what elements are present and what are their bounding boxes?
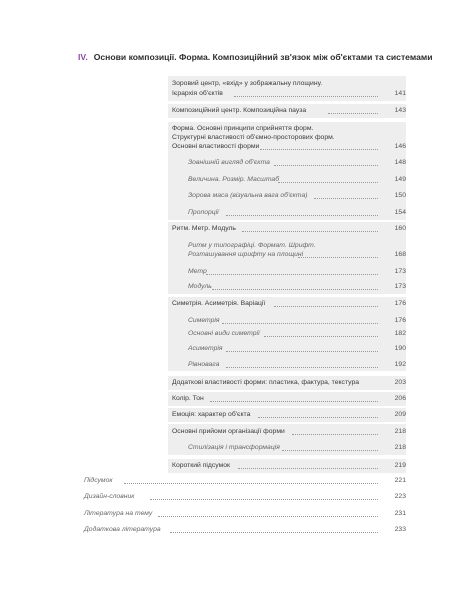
toc-page-number: 190 bbox=[394, 345, 406, 352]
leader-dots bbox=[278, 182, 378, 183]
toc-entry-title: Емоція: характер об'єкта bbox=[172, 411, 251, 418]
toc-entry-title: Симетрія. Асиметрія. Варіації bbox=[172, 300, 266, 307]
toc-page-number: 141 bbox=[394, 90, 406, 97]
leader-dots bbox=[282, 450, 378, 451]
toc-page-number: 218 bbox=[394, 428, 406, 435]
toc-page-number: 219 bbox=[394, 462, 406, 469]
leader-dots bbox=[314, 198, 378, 199]
toc-page-number: 182 bbox=[394, 330, 406, 337]
chapter-heading bbox=[78, 52, 458, 62]
toc-entry-title: Короткий підсумок bbox=[172, 462, 231, 469]
toc-back-matter bbox=[84, 474, 406, 544]
toc-entry-title: Колір. Тон bbox=[172, 395, 204, 402]
toc-section-form-organization bbox=[168, 424, 406, 455]
toc-entry-title: Основні види симетрії bbox=[188, 330, 260, 337]
toc-entry-line: Ритм у типографіці. Формат. Шрифт. bbox=[188, 242, 316, 249]
leader-dots bbox=[260, 149, 378, 150]
leader-dots bbox=[292, 434, 378, 435]
toc-entry-title: Зорова маса (візуальна вага об'єкта) bbox=[188, 192, 308, 199]
toc-page-number: 203 bbox=[394, 379, 406, 386]
toc-entry-title: Рівновага bbox=[188, 361, 220, 368]
toc-entry-title: Ієрархія об'єктів bbox=[172, 90, 223, 97]
toc-page-number: 176 bbox=[394, 317, 406, 324]
toc-section-comp-center bbox=[168, 104, 406, 118]
toc-entry-line: Структурні властивості об'ємно-просторових форм. bbox=[172, 134, 335, 141]
toc-page-number: 149 bbox=[394, 176, 406, 183]
leader-dots bbox=[170, 532, 378, 533]
toc-page-number: 173 bbox=[394, 283, 406, 290]
leader-dots bbox=[242, 231, 378, 232]
toc-entry-title: Додаткові властивості форми: пластика, фактура, текстура bbox=[172, 379, 360, 386]
toc-section-summary bbox=[168, 459, 406, 473]
leader-dots bbox=[150, 499, 378, 500]
chapter-number: IV. bbox=[78, 52, 88, 62]
leader-dots bbox=[274, 165, 378, 166]
leader-dots bbox=[328, 113, 378, 114]
toc-section-color bbox=[168, 392, 406, 406]
toc-page-number: 143 bbox=[394, 107, 406, 114]
toc-page-number: 218 bbox=[394, 444, 406, 451]
toc-entry-title: Модуль bbox=[188, 283, 212, 290]
leader-dots bbox=[298, 257, 378, 258]
leader-dots bbox=[226, 215, 378, 216]
leader-dots bbox=[258, 417, 378, 418]
toc-section-rhythm bbox=[168, 222, 406, 294]
toc-section-extra-properties bbox=[168, 376, 406, 390]
leader-dots bbox=[206, 274, 378, 275]
toc-entry-title: Величина. Розмір. Масштаб bbox=[188, 176, 280, 183]
leader-dots bbox=[212, 289, 378, 290]
toc-page-number: 146 bbox=[394, 143, 406, 150]
toc-page-number: 192 bbox=[394, 361, 406, 368]
leader-dots bbox=[226, 367, 378, 368]
toc-entry-title: Зовнішній вигляд об'єкта bbox=[188, 159, 270, 166]
toc-page-number: 233 bbox=[394, 526, 406, 533]
toc-page-number: 160 bbox=[394, 225, 406, 232]
toc-entry-line: Форма. Основні принципи сприйняття форм. bbox=[172, 125, 314, 132]
toc-entry-title: Композиційний центр. Композиційна пауза bbox=[172, 107, 307, 114]
toc-entry-title: Асиметрія bbox=[188, 345, 223, 352]
toc-entry-title: Основні прийоми організації форми bbox=[172, 428, 285, 435]
leader-dots bbox=[210, 401, 378, 402]
leader-dots bbox=[234, 96, 378, 97]
leader-dots bbox=[226, 351, 378, 352]
leader-dots bbox=[264, 336, 378, 337]
toc-page-number: 209 bbox=[394, 411, 406, 418]
toc-page-number: 148 bbox=[394, 159, 406, 166]
chapter-title: Основи композиції. Форма. Композиційний зв'язок між об'єктами та системами bbox=[93, 52, 433, 62]
toc-page-number: 173 bbox=[394, 268, 406, 275]
toc-entry-title: Пропорції bbox=[188, 209, 219, 216]
toc-entry-title: Симетрія bbox=[188, 317, 220, 324]
toc-entry-title: Додаткова література bbox=[84, 526, 161, 533]
toc-entry-title: Дизайн-словник bbox=[84, 493, 135, 500]
toc-page-number: 223 bbox=[394, 493, 406, 500]
toc-entry-title: Розташування шрифту на площині bbox=[188, 251, 304, 258]
leader-dots bbox=[274, 306, 378, 307]
toc-entry-title: Основні властивості форми bbox=[172, 143, 260, 150]
toc-page-number: 154 bbox=[394, 209, 406, 216]
leader-dots bbox=[222, 323, 378, 324]
toc-entry-title: Метр bbox=[188, 268, 207, 275]
leader-dots bbox=[238, 468, 378, 469]
toc-page-number: 206 bbox=[394, 395, 406, 402]
toc-section-visual-center bbox=[168, 76, 406, 101]
toc-section-emotion bbox=[168, 408, 406, 422]
leader-dots bbox=[158, 516, 378, 517]
toc-entry-title: Підсумок bbox=[84, 477, 113, 484]
toc-page-number: 231 bbox=[394, 510, 406, 517]
toc-page-number: 221 bbox=[394, 477, 406, 484]
toc-entry-title: Література на тему bbox=[84, 510, 153, 517]
toc-entry-line: Зоровий центр, «вхід» у зображальну площину. bbox=[172, 80, 323, 87]
toc-entry-title: Ритм. Метр. Модуль bbox=[172, 225, 236, 232]
toc-page-number: 150 bbox=[394, 192, 406, 199]
toc-entry-title: Стилізація і трансформація bbox=[188, 444, 280, 451]
toc-page-number: 168 bbox=[394, 251, 406, 258]
toc-section-symmetry bbox=[168, 297, 406, 371]
toc-page-number: 176 bbox=[394, 300, 406, 307]
leader-dots bbox=[124, 483, 378, 484]
toc-section-form bbox=[168, 122, 406, 220]
